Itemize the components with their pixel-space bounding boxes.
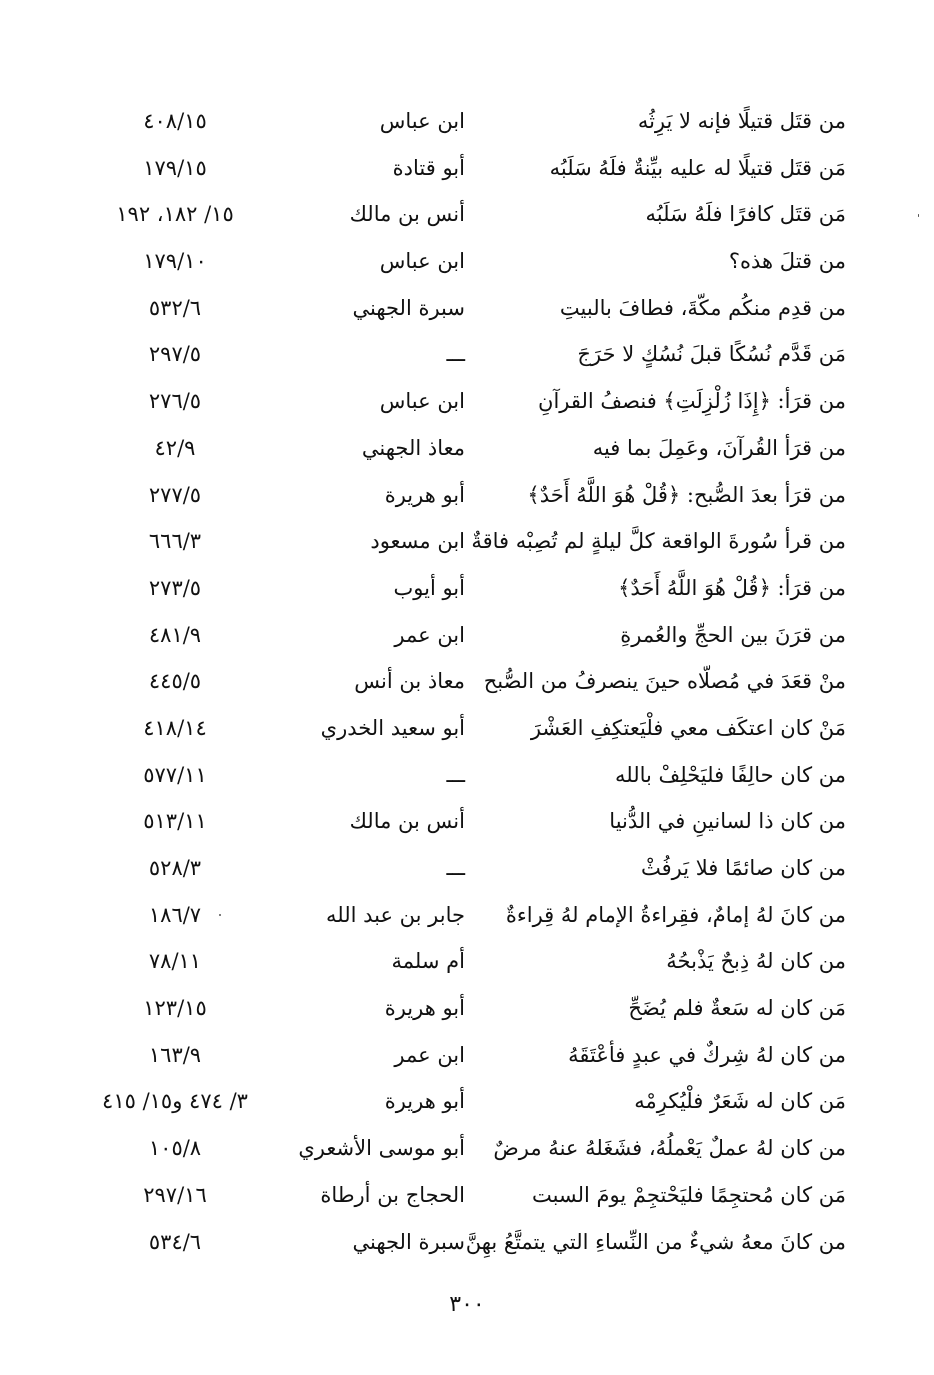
volume-page-reference: ١٦٣/٩: [148, 1042, 202, 1067]
volume-page-reference: ٢٩٧/١٦: [143, 1182, 207, 1207]
volume-page-reference: ٤٠٨/١٥: [143, 109, 207, 133]
narrator-name: أبو هريرة: [384, 482, 465, 507]
narrator-name: ـــ: [446, 342, 465, 367]
narrator-name: أم سلمة: [391, 949, 465, 974]
hadith-text: من قرأ سُورةَ الواقعة كلَّ ليلةٍ لم تُصِبْه فاقةٌ: [471, 529, 846, 554]
narrator-name: أبو هريرة: [384, 996, 465, 1021]
volume-page-reference: ١٠٥/٨: [148, 1136, 202, 1161]
volume-page-reference: ٦٦٦/٣: [148, 529, 202, 554]
scan-speck: [918, 214, 919, 217]
index-row: [60, 938, 860, 985]
volume-page-reference: ٢٧٦/٥: [148, 389, 202, 414]
narrator-name: ابن عباس: [379, 389, 465, 414]
index-row: [60, 1032, 860, 1079]
hadith-text: من كان صائمًا فلا يَرفُثْ: [640, 856, 846, 880]
narrator-name: ابن مسعود: [370, 529, 465, 554]
hadith-text: من قرَأ: ﴿إِذَا زُلْزِلَتِ﴾ فنصفُ القرآنِ: [538, 389, 846, 414]
narrator-name: أبو قتادة: [392, 155, 465, 180]
narrator-name: معاذ بن أنس: [354, 669, 465, 694]
narrator-name: ـــ: [446, 762, 465, 787]
index-row: [60, 98, 860, 145]
index-row: [60, 798, 860, 845]
volume-page-reference: ٣/ ٤٧٤ و١٥/ ٤١٥: [102, 1089, 248, 1114]
volume-page-reference: ٥٣٢/٦: [148, 295, 202, 320]
narrator-name: ابن عباس: [379, 109, 465, 133]
volume-page-reference: ٤١٨/١٤: [143, 715, 207, 740]
volume-page-reference: ٤٤٥/٥: [148, 669, 202, 694]
index-row: [60, 285, 860, 332]
hadith-text: من قتلَ هذه؟: [728, 249, 846, 274]
hadith-text: منْ قعَدَ في مُصلّاه حينَ ينصرفُ من الصُّبح: [483, 669, 846, 694]
hadith-text: من قرَنَ بين الحجِّ والعُمرةِ: [620, 622, 846, 647]
hadith-text: مَن كان له شَعَرٌ فلْيُكرِمْه: [634, 1089, 846, 1114]
narrator-name: أبو هريرة: [384, 1089, 465, 1114]
hadith-text: من قتَل قتيلًا فإنه لا يَرِثُه: [637, 109, 846, 133]
narrator-name: أنس بن مالك: [349, 202, 465, 227]
volume-page-reference: ١٧٩/١٥: [143, 155, 207, 180]
narrator-name: أبو سعيد الخدري: [320, 715, 465, 740]
hadith-text: من قرَأ القُرآنَ، وعَمِلَ بما فيه: [592, 435, 846, 460]
volume-page-reference: ١٥/ ١٨٢، ١٩٢: [116, 202, 234, 227]
index-row: [60, 565, 860, 612]
hadith-text: من كان لهُ شِركٌ في عبدٍ فأعْتَقَهُ: [568, 1042, 846, 1067]
index-row: [60, 752, 860, 799]
hadith-text: من كان لهُ ذِبحٌ يَذْبحُهُ: [666, 949, 846, 974]
hadith-text: مَن قَدَّم نُسُكًا قبلَ نُسُكٍ لا حَرَجَ: [577, 342, 846, 367]
hadith-text: من كان ذا لسانينِ في الدُّنيا: [609, 809, 846, 834]
narrator-name: جابر بن عبد الله: [325, 902, 465, 927]
narrator-name: ابن عمر: [394, 622, 465, 647]
hadith-index-list: [60, 98, 860, 1265]
index-row: [60, 331, 860, 378]
hadith-text: مَن كان له سَعةٌ فلم يُضَحِّ: [628, 996, 846, 1021]
hadith-text: من كان لهُ عملٌ يَعْملُهُ، فشَغَلهُ عنهُ مرضٌ: [493, 1136, 846, 1161]
narrator-name: ابن عمر: [394, 1042, 465, 1067]
hadith-text: من قرَأ بعدَ الصُّبح: ﴿قُلْ هُوَ اللَّهُ أَحَدٌ﴾: [527, 482, 846, 507]
volume-page-reference: ٧٨/١١: [148, 949, 202, 974]
hadith-text: من قرَأ: ﴿قُلْ هُوَ اللَّهُ أَحَدٌ﴾: [618, 575, 846, 600]
narrator-name: سبرة الجهني: [352, 1229, 465, 1254]
hadith-text: مَن قتَل قتيلًا له عليه بيِّنةٌ فلَهُ سَلَبُه: [549, 155, 846, 180]
volume-page-reference: ٤٢/٩: [154, 435, 196, 460]
volume-page-reference: ٢٧٧/٥: [148, 482, 202, 507]
index-row: [60, 1078, 860, 1125]
index-row: [60, 845, 860, 892]
volume-page-reference: ٢٧٣/٥: [148, 575, 202, 600]
narrator-name: سبرة الجهني: [352, 295, 465, 320]
index-row: [60, 612, 860, 659]
hadith-text: من كانَ لهُ إمامٌ، فقِراءةُ الإمام لهُ قِراءةٌ: [505, 902, 846, 927]
page-number: ٣٠٠: [449, 1292, 485, 1317]
index-row: [60, 191, 860, 238]
hadith-text: من كان حالِفًا فليَحْلِفْ بالله: [615, 762, 846, 787]
volume-page-reference: ١٢٣/١٥: [143, 996, 207, 1021]
hadith-text: مَنْ كان اعتكَف معي فلْيَعتكِفِ العَشْرَ: [530, 715, 846, 740]
narrator-name: ابن عباس: [379, 249, 465, 274]
volume-page-reference: ٥١٣/١١: [143, 809, 207, 834]
hadith-text: مَن قتَل كافرًا فلَهُ سَلَبُه: [645, 202, 846, 227]
narrator-name: ـــ: [446, 856, 465, 880]
volume-page-reference: ١٧٩/١٠: [143, 249, 207, 274]
volume-page-reference: ٥٢٨/٣: [148, 856, 202, 880]
volume-page-reference: ٥٣٤/٦: [148, 1229, 202, 1254]
narrator-name: أنس بن مالك: [349, 809, 465, 834]
scan-speck: [219, 914, 221, 916]
index-row: [60, 238, 860, 285]
narrator-name: أبو أيوب: [393, 575, 465, 600]
narrator-name: أبو موسى الأشعري: [298, 1136, 465, 1161]
index-row: [60, 1172, 860, 1219]
index-row: [60, 892, 860, 939]
index-row: [60, 705, 860, 752]
hadith-text: من قدِم منكُم مكّةَ، فطافَ بالبيتِ: [559, 295, 846, 320]
hadith-text: مَن كان مُحتجِمًا فليَحْتجِمْ يومَ السبت: [531, 1182, 846, 1207]
volume-page-reference: ٥٧٧/١١: [143, 762, 207, 787]
volume-page-reference: ١٨٦/٧: [148, 902, 202, 927]
narrator-name: معاذ الجهني: [361, 435, 465, 460]
index-row: [60, 985, 860, 1032]
index-row: [60, 472, 860, 519]
index-row: [60, 378, 860, 425]
index-row: [60, 1219, 860, 1266]
index-row: [60, 658, 860, 705]
narrator-name: الحجاج بن أرطاة: [320, 1182, 465, 1207]
hadith-text: من كانَ معهُ شيءٌ من النِّساءِ التي يتمتَّعُ بهِنَّ: [465, 1229, 846, 1254]
index-row: [60, 1125, 860, 1172]
index-row: [60, 425, 860, 472]
index-row: [60, 145, 860, 192]
volume-page-reference: ٤٨١/٩: [148, 622, 202, 647]
volume-page-reference: ٢٩٧/٥: [148, 342, 202, 367]
index-row: [60, 518, 860, 565]
